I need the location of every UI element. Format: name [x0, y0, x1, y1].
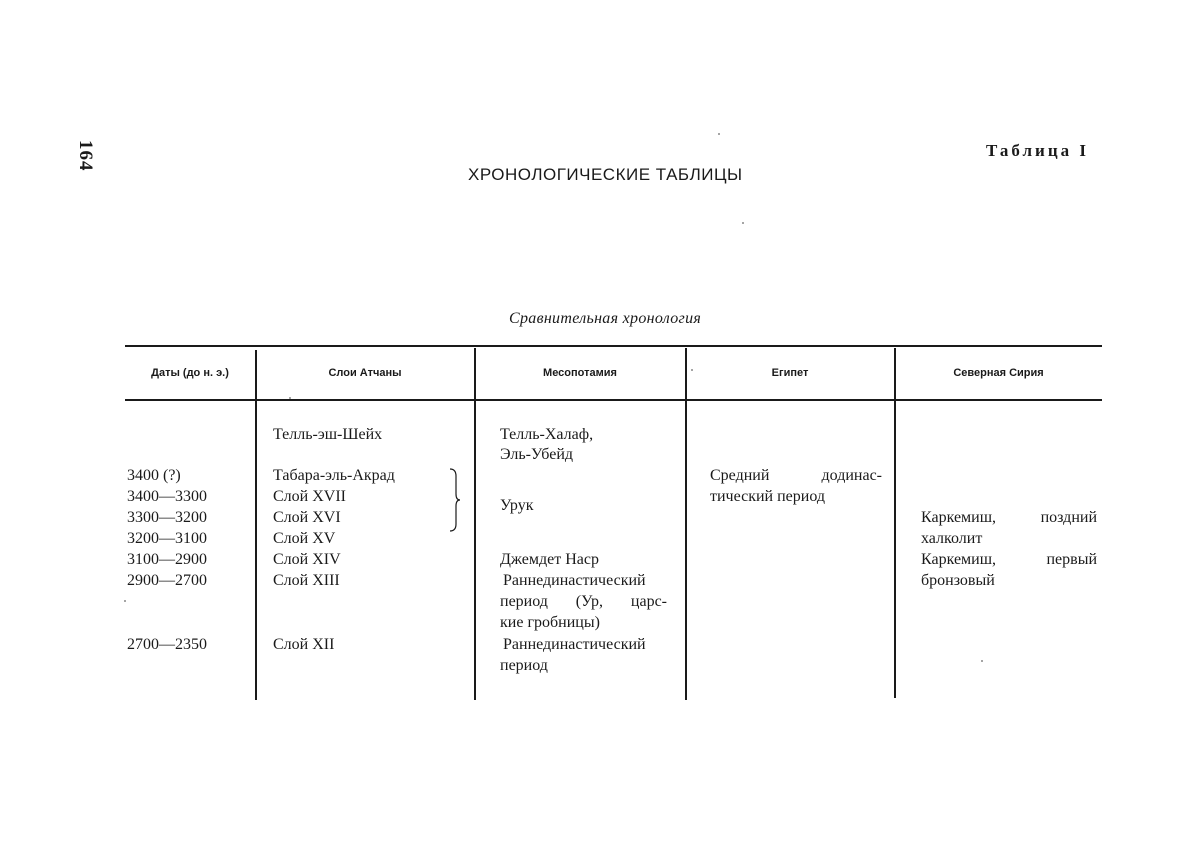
- atchana-cell: Слой XVI: [273, 509, 341, 526]
- date-cell: 3200—3100: [127, 530, 207, 547]
- header-syria: Северная Сирия: [953, 367, 1044, 379]
- mesopotamia-word: царс-: [630, 593, 667, 610]
- scan-speck: [742, 222, 744, 224]
- scan-speck: [124, 600, 126, 602]
- scan-speck: [691, 369, 693, 371]
- mesopotamia-cell: Раннединастический: [503, 636, 646, 653]
- syria-cell: [921, 507, 1097, 528]
- syria-cell: [921, 549, 1097, 570]
- column-divider: [255, 350, 257, 700]
- column-divider: [685, 348, 687, 700]
- mesopotamia-cell: Урук: [500, 497, 534, 514]
- scan-speck: [718, 133, 720, 135]
- date-cell: 3100—2900: [127, 551, 207, 568]
- syria-word: первый: [1046, 551, 1097, 568]
- table-label: Таблица I: [986, 141, 1089, 160]
- mesopotamia-cell: период: [500, 657, 548, 674]
- egypt-cell: [710, 465, 882, 486]
- header-egypt: Египет: [771, 367, 809, 379]
- date-cell: 3400 (?): [127, 467, 181, 484]
- scan-speck: [289, 397, 291, 399]
- atchana-cell: Табара-эль-Акрад: [273, 467, 395, 484]
- atchana-cell: Слой XV: [273, 530, 336, 547]
- egypt-cell: тический период: [710, 488, 826, 505]
- syria-cell: бронзовый: [921, 572, 995, 589]
- page-number: 164: [75, 140, 96, 172]
- date-cell: 3400—3300: [127, 488, 207, 505]
- column-divider: [894, 348, 896, 698]
- egypt-word: Средний: [710, 467, 770, 484]
- syria-word: поздний: [1040, 509, 1097, 526]
- mesopotamia-word: (Ур,: [575, 593, 604, 610]
- atchana-cell: Слой XII: [273, 636, 335, 653]
- syria-word: Каркемиш,: [921, 551, 997, 568]
- atchana-cell: Слой XIII: [273, 572, 340, 589]
- atchana-cell: Слой XVII: [273, 488, 346, 505]
- atchana-cell: Телль-эш-Шейх: [273, 426, 383, 443]
- syria-cell: халколит: [921, 530, 983, 547]
- date-cell: 2900—2700: [127, 572, 207, 589]
- date-cell: 2700—2350: [127, 636, 207, 653]
- table-subtitle: Сравнительная хронология: [509, 310, 702, 327]
- column-divider: [474, 348, 476, 700]
- mesopotamia-cell: [500, 591, 667, 612]
- header-atchana: Слои Атчаны: [328, 367, 402, 379]
- table-header-rule: [125, 399, 1102, 401]
- mesopotamia-cell: Эль-Убейд: [500, 446, 574, 463]
- brace-icon: [449, 468, 461, 532]
- mesopotamia-cell: Раннединастический: [503, 572, 646, 589]
- mesopotamia-word: период: [500, 593, 548, 610]
- scan-speck: [981, 660, 983, 662]
- header-dates: Даты (до н. э.): [151, 367, 229, 379]
- table-top-rule: [125, 345, 1102, 347]
- mesopotamia-cell: кие гробницы): [500, 614, 600, 631]
- syria-word: Каркемиш,: [921, 509, 997, 526]
- mesopotamia-cell: Джемдет Наср: [500, 551, 599, 568]
- atchana-cell: Слой XIV: [273, 551, 341, 568]
- date-cell: 3300—3200: [127, 509, 207, 526]
- page-heading: ХРОНОЛОГИЧЕСКИЕ ТАБЛИЦЫ: [468, 165, 743, 184]
- egypt-word: додинас-: [821, 467, 882, 484]
- mesopotamia-cell: Телль-Халаф,: [500, 426, 594, 443]
- header-mesopotamia: Месопотамия: [543, 367, 617, 379]
